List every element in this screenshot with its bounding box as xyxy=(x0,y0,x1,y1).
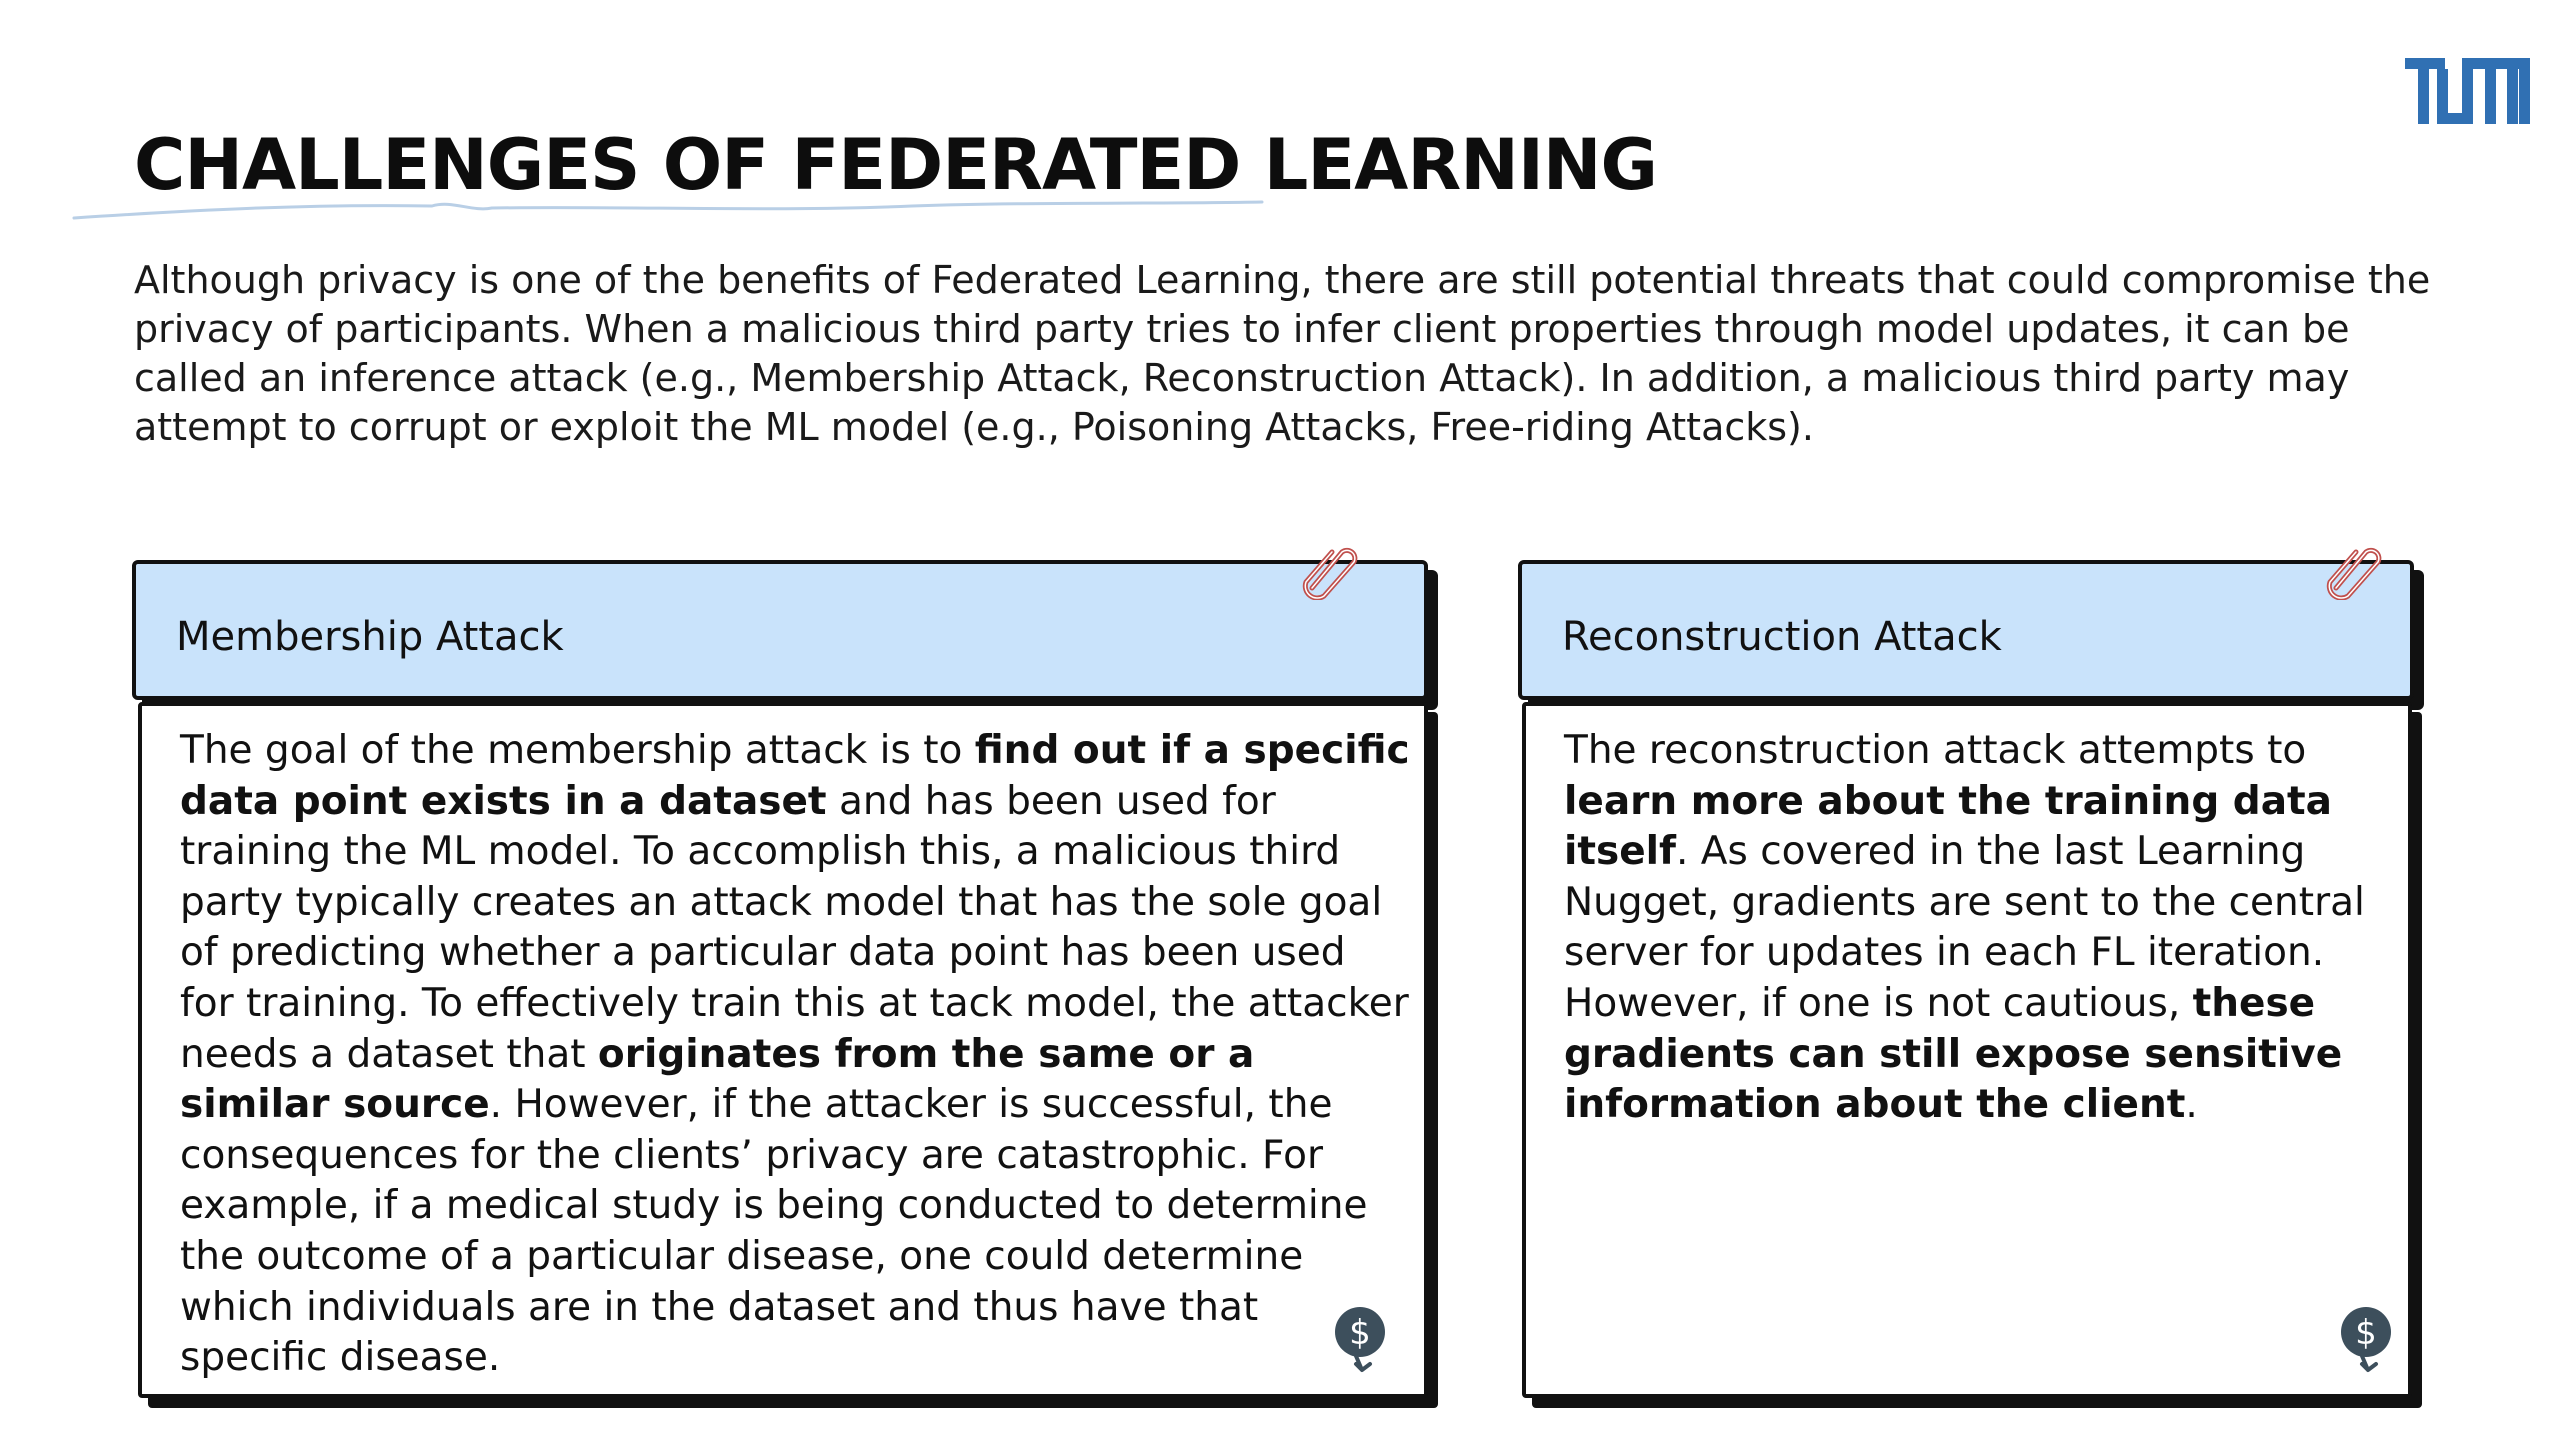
dollar-coin-icon xyxy=(1332,1304,1394,1376)
emphasis-text: learn more about the training data itself xyxy=(1564,778,2333,875)
dollar-coin-icon xyxy=(2338,1304,2400,1376)
card-header xyxy=(1518,560,2414,700)
paperclip-icon xyxy=(2322,540,2382,600)
body-text: . xyxy=(2185,1082,2198,1128)
card-title: Reconstruction Attack xyxy=(1562,614,2002,660)
paperclip-icon xyxy=(1298,540,1358,600)
body-text: The goal of the membership attack is to xyxy=(180,728,975,773)
emphasis-text: find out if a specific data point exists in a dataset xyxy=(180,728,1410,824)
card-text xyxy=(180,726,1410,1384)
card-body xyxy=(1522,702,2412,1398)
card-text xyxy=(1564,726,2374,1131)
body-text: . However, if the attacker is successful, the consequences for the clients’ privacy are catastrophic. For example, if a medical study is being conducted to determine the outcome of a particular disease, one could determine which individuals are in the dataset and thus have that specific disease. xyxy=(180,1082,1368,1381)
svg-text:$: $ xyxy=(1349,1313,1371,1353)
emphasis-text: originates from the same or a similar source xyxy=(180,1031,1255,1128)
svg-text:$: $ xyxy=(2355,1313,2377,1353)
intro-paragraph: Although privacy is one of the benefits of Federated Learning, there are still potential threats that could compromise the privacy of participants. When a malicious third party tries to infer client properties through model updates, it can be called an inference attack (e.g., Membership Attack, Reconstruction Attack). In addition, a malicious third party may attempt to corrupt or exploit the ML model (e.g., Poisoning Attacks, Free-riding Attacks). xyxy=(134,258,2431,449)
tum-logo-icon xyxy=(2405,58,2530,124)
title-underline-decoration xyxy=(72,190,1272,230)
emphasis-text: these gradients can still expose sensitive information about the client xyxy=(1564,980,2343,1128)
card-header xyxy=(132,560,1428,700)
card-title: Membership Attack xyxy=(176,614,564,660)
body-text: . As covered in the last Learning Nugget, gradients are sent to the central server for updates in each FL iteration. However, if one is not cautious, xyxy=(1564,829,2365,1026)
card-body xyxy=(138,702,1428,1398)
body-text: The reconstruction attack attempts to xyxy=(1564,728,2307,773)
page-title: CHALLENGES OF FEDERATED LEARNING xyxy=(134,124,1657,206)
body-text: and has been used for training the ML model. To accomplish this, a malicious third party typically creates an attack model that has the sole goal of predicting whether a particular data point has been used for training. To effectively train this at tack model, the attacker needs a dataset that xyxy=(180,778,1409,1077)
